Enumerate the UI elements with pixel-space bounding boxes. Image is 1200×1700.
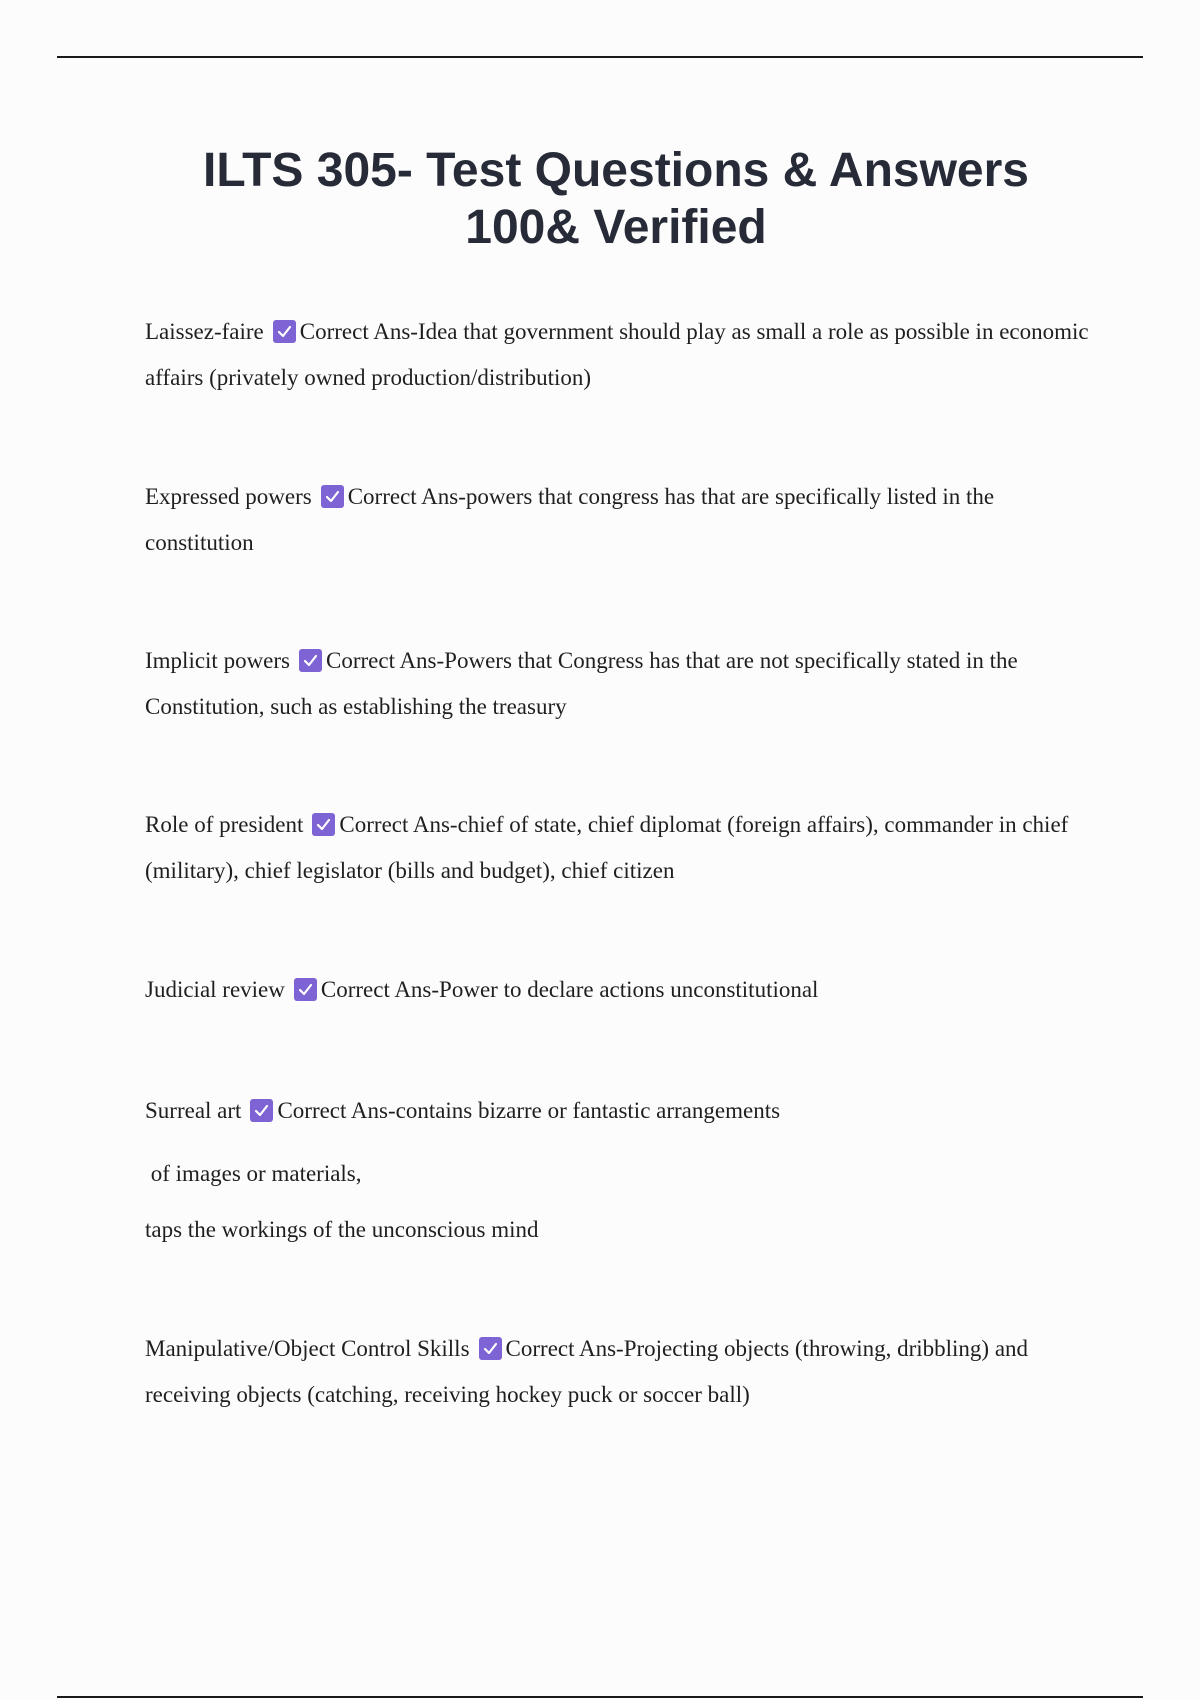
- qa-answer: powers that congress has that are specifically listed in the constitution: [145, 484, 995, 555]
- qa-answer: Powers that Congress has that are not specifically stated in the Constitution, such as establishing the treasury: [145, 648, 1018, 719]
- qa-answer-continuation: taps the workings of the unconscious mind: [145, 1217, 539, 1242]
- qa-item: [145, 1088, 1090, 1134]
- qa-item: [145, 474, 1090, 566]
- qa-answer: Power to declare actions unconstitutional: [439, 977, 819, 1002]
- top-rule: [57, 56, 1143, 58]
- check-box-icon: [294, 978, 317, 1001]
- check-box-icon: [299, 649, 322, 672]
- answer-prefix: Correct Ans-: [326, 648, 445, 673]
- qa-term: Laissez-faire: [145, 319, 264, 344]
- check-box-icon: [312, 813, 335, 836]
- qa-term: Role of president: [145, 812, 304, 837]
- answer-prefix: Correct Ans-: [320, 977, 440, 1002]
- page-title: [100, 142, 1132, 256]
- qa-term: Expressed powers: [145, 484, 312, 509]
- qa-term: Judicial review: [145, 977, 285, 1002]
- check-box-icon: [273, 320, 296, 343]
- qa-item: [145, 802, 1090, 894]
- qa-answer: contains bizarre or fantastic arrangements: [395, 1098, 781, 1123]
- qa-term: Surreal art: [145, 1098, 242, 1123]
- qa-answer: Projecting objects (throwing, dribbling) and receiving objects (catching, receiving hockey puck or soccer ball): [145, 1336, 1029, 1407]
- answer-prefix: Correct Ans-: [347, 484, 466, 509]
- qa-answer-continuation: of images or materials,: [145, 1161, 362, 1186]
- answer-prefix: Correct Ans-: [505, 1336, 624, 1361]
- answer-prefix: Correct Ans-: [299, 319, 418, 344]
- qa-item: [145, 967, 1090, 1013]
- title-line-1: ILTS 305- Test Questions & Answers: [203, 144, 1029, 197]
- qa-term: Implicit powers: [145, 648, 290, 673]
- answer-prefix: Correct Ans-: [339, 812, 458, 837]
- title-line-2: 100& Verified: [465, 201, 767, 254]
- qa-item: [145, 309, 1090, 401]
- qa-answer: chief of state, chief diplomat (foreign affairs), commander in chief (military), chief legislator (bills and budget), chief citizen: [145, 812, 1069, 883]
- check-box-icon: [479, 1337, 502, 1360]
- qa-term: Manipulative/Object Control Skills: [145, 1336, 470, 1361]
- check-box-icon: [321, 485, 344, 508]
- check-box-icon: [250, 1099, 273, 1122]
- qa-item: [145, 1326, 1090, 1418]
- qa-item: [145, 638, 1090, 730]
- answer-prefix: Correct Ans-: [277, 1098, 396, 1123]
- bottom-rule: [57, 1696, 1143, 1698]
- qa-answer: Idea that government should play as small a role as possible in economic affairs (privately owned production/distribution): [145, 319, 1089, 390]
